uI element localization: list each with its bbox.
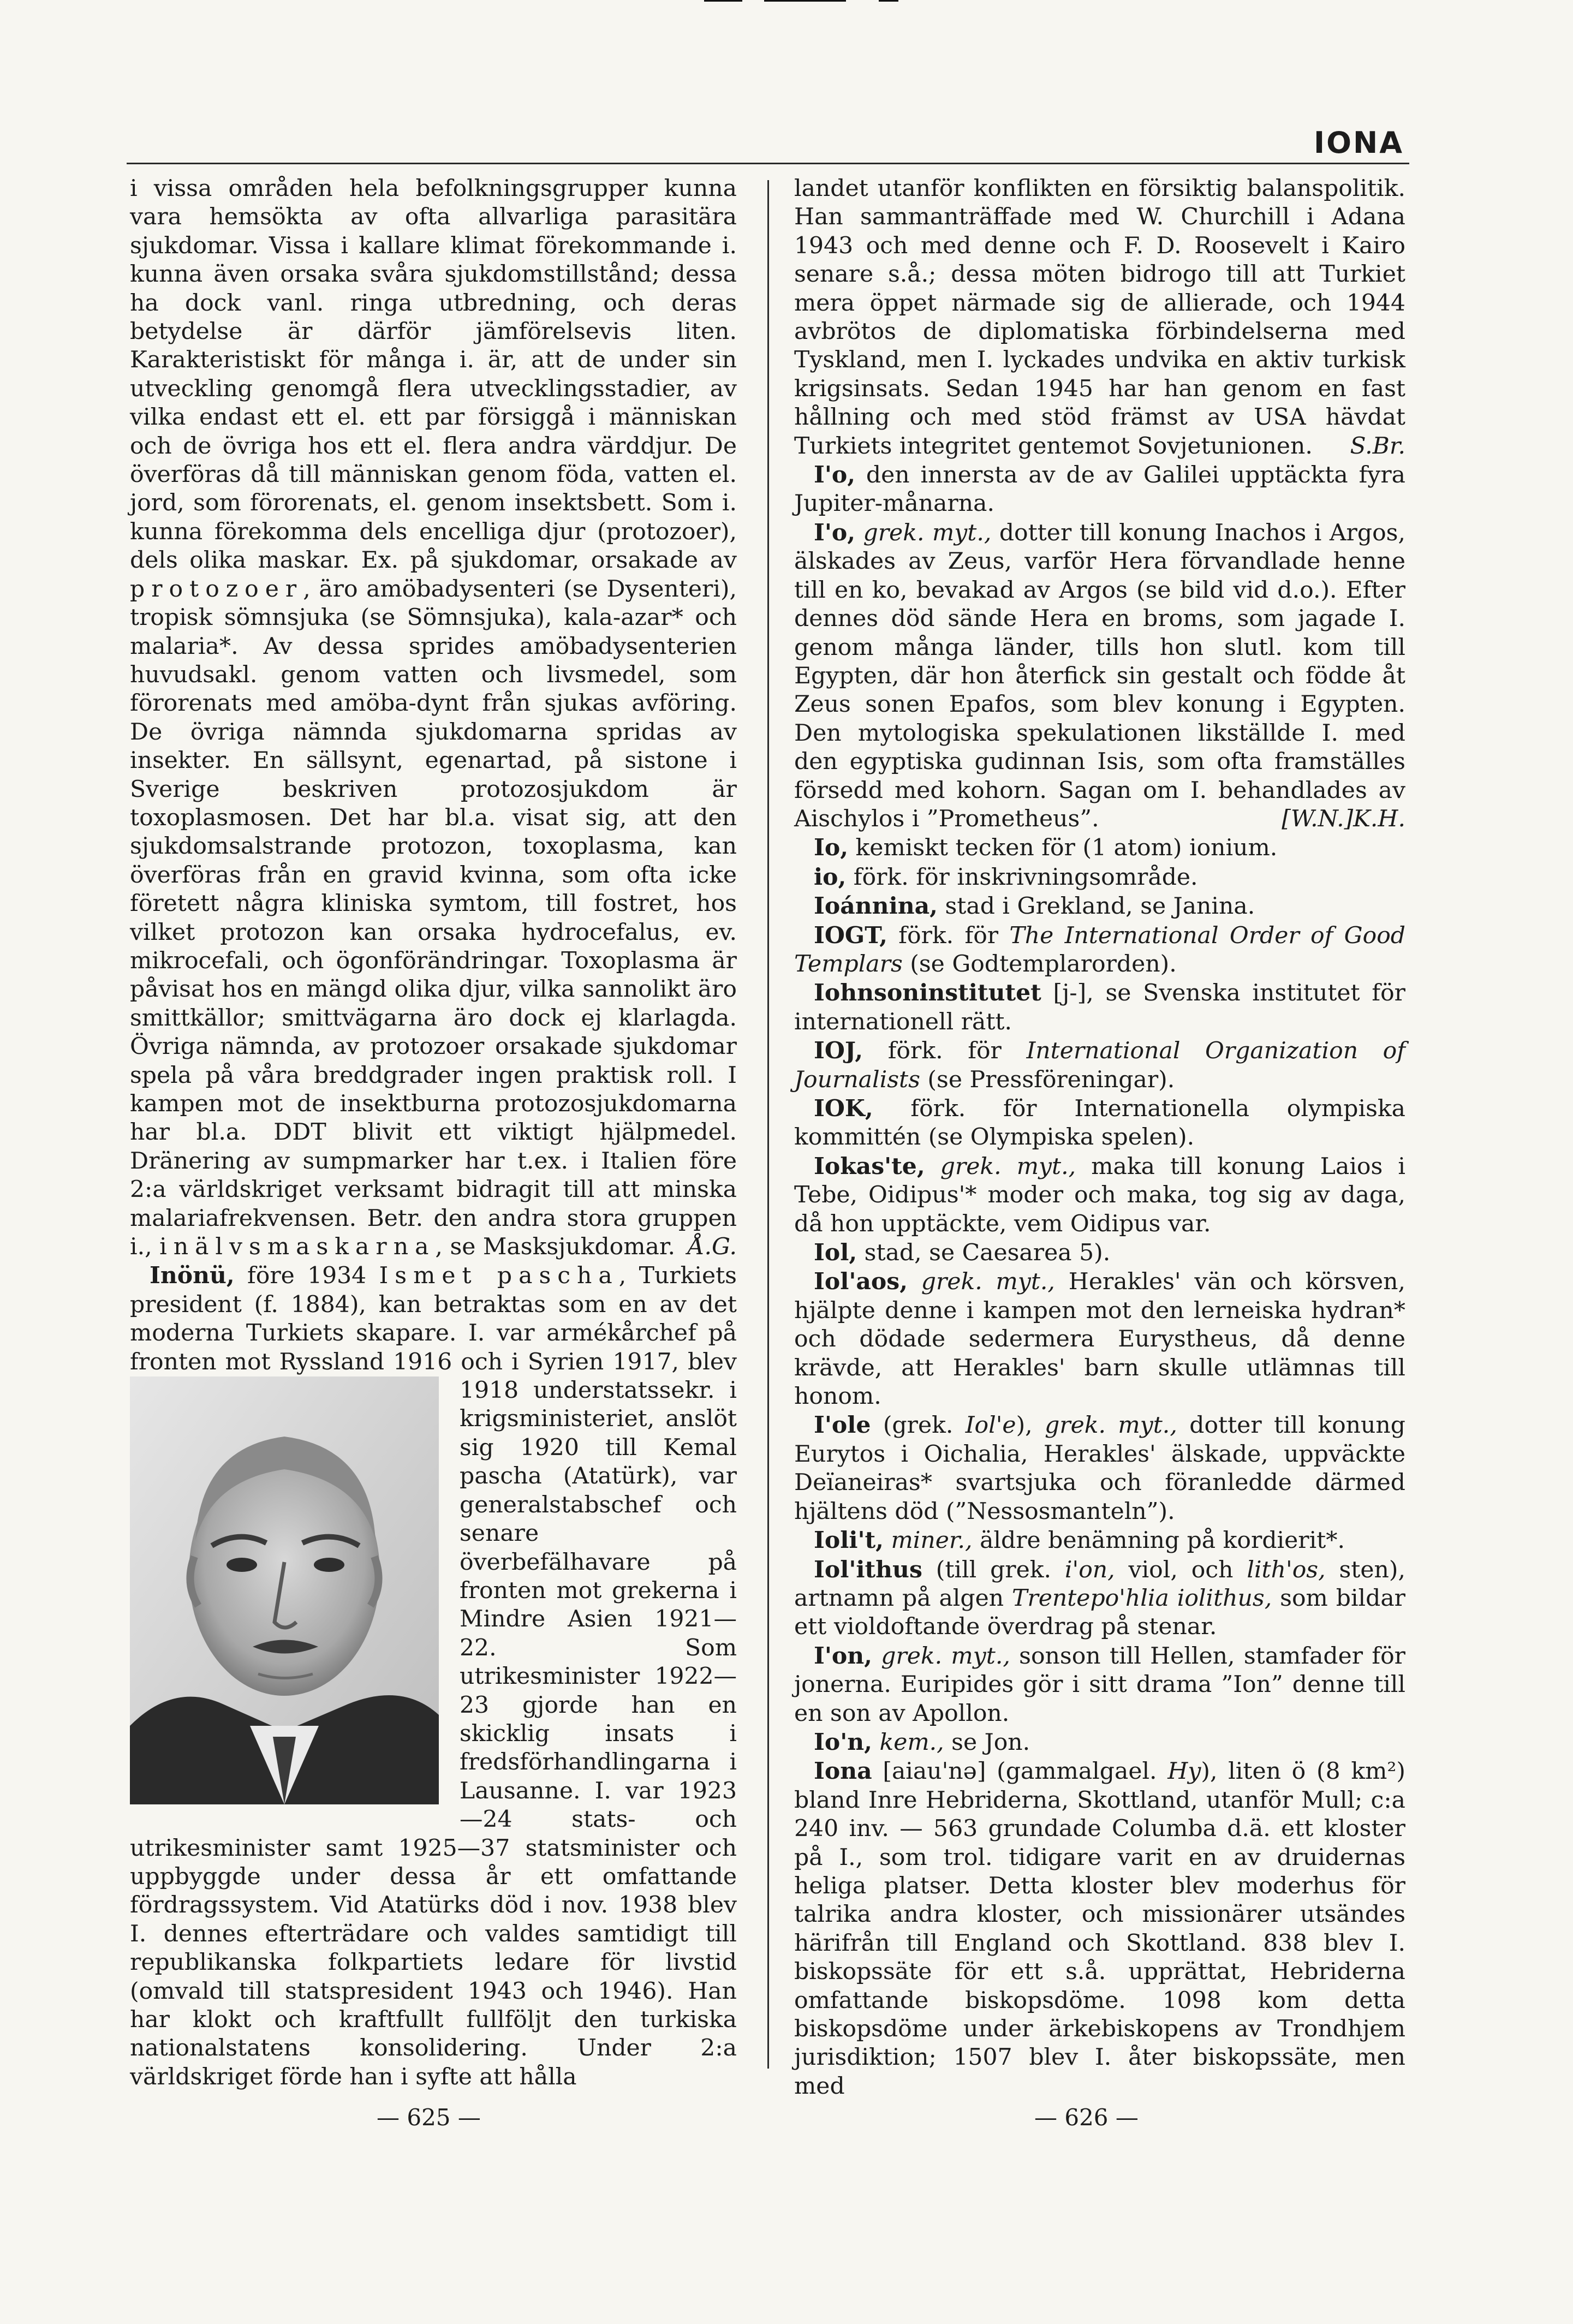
entry-inonu-continued: landet utanför konflikten en försiktig balanspolitik. Han sammanträffade med W. Churchill i Adana 1943 och med denne och F. D. Roosevelt i Kairo senare s.å.; dessa möten bidrogo till att Turkiet mera öppet närmade sig de allierade, och 1944 avbrötos de diplomatiska förbindelserna med Tyskland, men I. lyckades undvika en aktiv turkisk krigsinsats. Sedan 1945 har han genom en fast hållning och med stöd främst av USA hävdat Turkiets integritet gentemot Sovjetunionen. S.Br. [794, 175, 1405, 461]
entry-ion: I'on, grek. myt., sonson till Hellen, stamfader för jonerna. Euripides gör i sitt drama ”Ion” denne till en son av Apollon. [794, 1642, 1405, 1727]
entry-iona: Iona [aiau'nə] (gammalgael. Hy), liten ö (8 km²) bland Inre Hebriderna, Skottland, utanför Mull; c:a 240 inv. — 563 grundade Columba d.ä. ett kloster på I., som trol. tidigare varit en av druidernas heliga platser. Detta kloster blev moderhus för talrika andra kloster, och missionärer utsändes härifrån till England och Skottland. 838 blev I. biskopssäte för ett s.å. upprättat, Hebriderna omfattande biskopsdöme. 1098 kom detta biskopsdöme under ärkebiskopens av Trondhjem jurisdiktion; 1507 blev I. åter biskopssäte, men med [794, 1757, 1406, 2100]
scan-speck [764, 0, 846, 2]
running-head: IONA [1314, 126, 1404, 160]
entry-iohnsoninstitutet: Iohnsoninstitutet [j-], se Svenska institutet för internationell rätt. [794, 979, 1405, 1035]
entry-iokaste: Iokas'te, grek. myt., maka till konung Laios i Tebe, Oidipus'* moder och maka, tog sig av daga, då hon upptäckte, vem Oidipus var. [794, 1152, 1405, 1237]
page-number-left: — 625 — [377, 2104, 481, 2131]
scan-speck [879, 0, 898, 2]
entry-io-myth: I'o, grek. myt., dotter till konung Inachos i Argos, älskades av Zeus, varför Hera förvandlade henne till en ko, bevakad av Argos (se bild vid d.o.). Efter dennes död sände Hera en broms, som jagade I. genom många länder, tills hon slutl. kom till Egypten, där hon återfick sin gestalt och födde åt Zeus sonen Epafos, som blev konung i Egypten. Den mytologiska spekulationen likställde I. med den egyptiska gudinnan Isis, som ofta framställes försedd med kohorn. Sagan om I. behandlades av Aischylos i ”Prometheus”. [W.N.]K.H. [794, 519, 1405, 833]
entry-iolithus: Iol'ithus (till grek. i'on, viol, och lith'os, sten), artnamn på algen Trentepo'hlia iolithus, som bildar ett violdoftande överdrag på stenar. [794, 1556, 1405, 1641]
entry-ioannina: Ioánnina, stad i Grekland, se Janina. [814, 892, 1255, 920]
entry-ion-chem: Io'n, kem., se Jon. [814, 1728, 1030, 1756]
portrait-image [130, 1376, 439, 1804]
entry-iolaos: Iol'aos, grek. myt., Herakles' vän och körsven, hjälpte denne i kampen mot den lerneiska hydran* och dödade sedermera Eurystheus, då denne krävde, att Herakles' barn skulle utlämnas till honom. [794, 1268, 1405, 1410]
portrait-photo [130, 1376, 439, 1804]
entry-iogt: IOGT, förk. för The International Order of Good Templars (se Godtemplarorden). [794, 921, 1405, 978]
header-rule [127, 163, 1409, 164]
signature: S.Br. [1350, 432, 1405, 460]
entry-io-abbr: io, förk. för inskrivningsområde. [814, 863, 1198, 891]
right-column [794, 175, 1406, 2100]
entry-io-chem: Io, kemiskt tecken för (1 atom) ionium. [814, 834, 1278, 862]
entry-inonu: Inönü, före 1934 Ismet pascha, Turkiets president (f. 1884), kan betraktas som en av det moderna Turkiets skapare. I. var armékårchef på fronten mot Ryssland 1916 och i Syrien 1917, blev 1918 understatssekr. i krigsministeriet, anslöt sig 1920 till Kemal pascha (Atatürk), var generalstabschef och senare överbefälhavare på fronten mot grekerna i Mindre Asien 1921—22. Som utrikesminister 1922—23 gjorde han en skicklig insats i fredsförhandlingarna i Lausanne. I. var 1923—24 stats- och utrikesminister samt 1925—37 statsminister och uppbyggde under dessa år ett omfattande fördragssystem. Vid Atatürks död i nov. 1938 blev I. dennes efterträdare och valdes samtidigt till republikanska folkpartiets ledare för livstid (omvald till statspresident 1943 och 1946). Han har klokt och kraftfullt fullföljt den turkiska nationalstatens konsolidering. Under 2:a världskriget förde han i syfte att hålla [130, 1262, 737, 2090]
signature: Å.G. [687, 1233, 737, 1261]
scan-speck [704, 0, 742, 2]
entry-iol: Iol, stad, se Caesarea 5). [814, 1239, 1111, 1267]
signature: [W.N.]K.H. [1282, 805, 1405, 832]
page-number-right: — 626 — [1034, 2104, 1139, 2131]
entry-io-moon: I'o, den innersta av de av Galilei upptäckta fyra Jupiter-månarna. [794, 461, 1405, 517]
entry-iok: IOK, förk. för Internationella olympiska kommittén (se Olympiska spelen). [794, 1095, 1405, 1151]
column-rule [767, 180, 769, 2069]
entry-iole: I'ole (grek. Iol'e), grek. myt., dotter till konung Eurytos i Oichalia, Herakles' älskade, uppväckte Deïaneiras* svartsjuka och föranledde därmed hjältens död (”Nessosmanteln”). [794, 1411, 1405, 1525]
entry-continuation: i vissa områden hela befolkningsgrupper kunna vara hemsökta av ofta allvarliga parasitära sjukdomar. Vissa i kallare klimat förekommande i. kunna även orsaka svåra sjukdomstillstånd; dessa ha dock vanl. ringa utbredning, och deras betydelse är därför jämförelsevis liten. Karakteristiskt för många i. är, att de under sin utveckling genomgå flera utvecklingsstadier, av vilka endast ett el. ett par försiggå i människan och de övriga hos ett el. flera andra värddjur. De överföras då till människan genom föda, vatten el. jord, som förorenats, el. genom insektsbett. Som i. kunna förekomma dels encelliga djur (protozoer), dels olika maskar. Ex. på sjukdomar, orsakade av protozoer, äro amöbadysenteri (se Dysenteri), tropisk sömnsjuka (se Sömnsjuka), kala-azar* och malaria*. Av dessa sprides amöbadysenterien huvudsakl. genom vatten och livsmedel, som förorenats med amöba-dynt från sjukas avföring. De övriga nämnda sjukdomarna spridas av insekter. En sällsynt, egenartad, på sistone i Sverige beskriven protozosjukdom är toxoplasmosen. Det har bl.a. visat sig, att den sjukdomsalstrande protozon, toxoplasma, kan överföras från en gravid kvinna, som ofta icke företett några kliniska symtom, till fostret, hos vilket protozon kan orsaka hydrocefalus, ev. mikrocefali, och ögonförändringar. Toxoplasma är påvisat hos en mängd olika djur, vilka sannolikt äro smittkällor; smittvägarna äro dock ej klarlagda. Övriga nämnda, av protozoer orsakade sjukdomar spela på våra breddgrader ingen praktisk roll. I kampen mot de insektburna protozosjukdomarna har bl.a. DDT blivit ett viktigt hjälpmedel. Dränering av sumpmarker har t.ex. i Italien före 2:a världskriget verksamt bidragit till att minska malariafrekvensen. Betr. den andra stora gruppen i., inälvsmaskarna, se Masksjukdomar. Å.G. [130, 175, 737, 1261]
headword: Inönü, [150, 1262, 235, 1290]
entry-ioj: IOJ, förk. för International Organization of Journalists (se Pressföreningar). [794, 1037, 1405, 1093]
entry-iolit: Ioli't, miner., äldre benämning på kordierit*. [814, 1527, 1345, 1554]
